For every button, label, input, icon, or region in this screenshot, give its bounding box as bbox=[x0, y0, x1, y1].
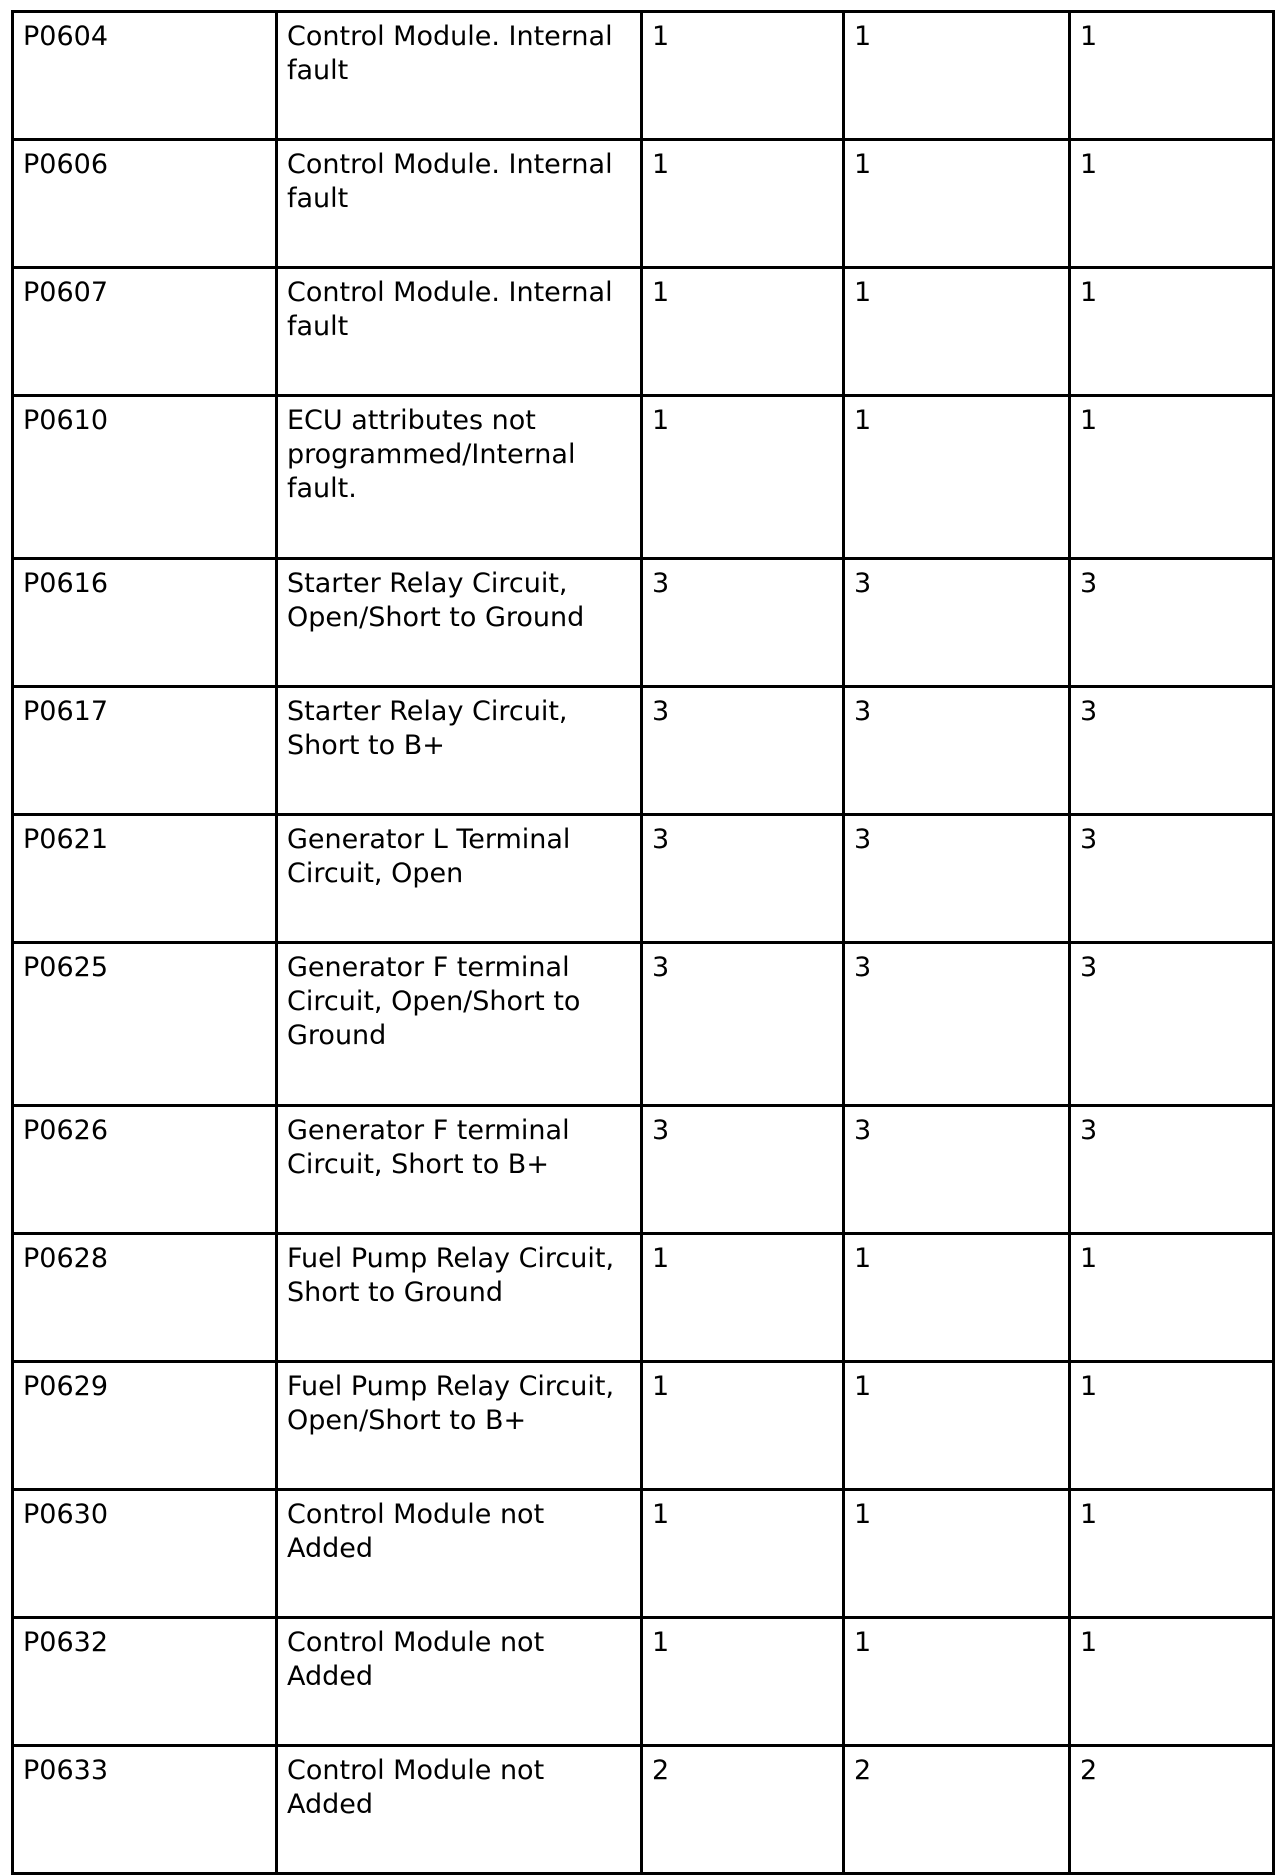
dtc-table-body bbox=[13, 12, 1274, 1874]
value-cell-3: 1 bbox=[1070, 396, 1274, 559]
fault-description-cell: Generator F terminal Circuit, Open/Short to Ground bbox=[277, 943, 642, 1106]
value-cell-3: 1 bbox=[1070, 268, 1274, 396]
value-cell-1: 2 bbox=[642, 1746, 844, 1874]
value-cell-3: 1 bbox=[1070, 1490, 1274, 1618]
fault-code-cell: P0607 bbox=[13, 268, 277, 396]
fault-description-cell: Control Module. Internal fault bbox=[277, 140, 642, 268]
fault-description-cell: Starter Relay Circuit, Open/Short to Ground bbox=[277, 559, 642, 687]
value-cell-3: 3 bbox=[1070, 559, 1274, 687]
fault-description-cell: Control Module not Added bbox=[277, 1618, 642, 1746]
fault-description-cell: Control Module not Added bbox=[277, 1490, 642, 1618]
fault-code-cell: P0616 bbox=[13, 559, 277, 687]
fault-code-cell: P0625 bbox=[13, 943, 277, 1106]
value-cell-3: 1 bbox=[1070, 1618, 1274, 1746]
table-row bbox=[13, 687, 1274, 815]
value-cell-2: 1 bbox=[844, 1490, 1070, 1618]
fault-code-cell: P0633 bbox=[13, 1746, 277, 1874]
table-row bbox=[13, 559, 1274, 687]
table-row bbox=[13, 268, 1274, 396]
fault-description-cell: Generator L Terminal Circuit, Open bbox=[277, 815, 642, 943]
value-cell-2: 2 bbox=[844, 1746, 1070, 1874]
value-cell-2: 3 bbox=[844, 943, 1070, 1106]
value-cell-2: 3 bbox=[844, 815, 1070, 943]
fault-code-cell: P0604 bbox=[13, 12, 277, 140]
fault-code-cell: P0617 bbox=[13, 687, 277, 815]
value-cell-2: 1 bbox=[844, 396, 1070, 559]
value-cell-3: 3 bbox=[1070, 943, 1274, 1106]
value-cell-2: 1 bbox=[844, 1362, 1070, 1490]
table-row bbox=[13, 1618, 1274, 1746]
value-cell-3: 1 bbox=[1070, 1234, 1274, 1362]
value-cell-1: 3 bbox=[642, 559, 844, 687]
value-cell-3: 3 bbox=[1070, 1106, 1274, 1234]
value-cell-3: 1 bbox=[1070, 140, 1274, 268]
value-cell-1: 1 bbox=[642, 1490, 844, 1618]
value-cell-2: 1 bbox=[844, 140, 1070, 268]
value-cell-2: 1 bbox=[844, 1234, 1070, 1362]
fault-description-cell: Starter Relay Circuit, Short to B+ bbox=[277, 687, 642, 815]
table-row bbox=[13, 1746, 1274, 1874]
fault-code-cell: P0621 bbox=[13, 815, 277, 943]
fault-description-cell: Control Module. Internal fault bbox=[277, 268, 642, 396]
value-cell-2: 1 bbox=[844, 1618, 1070, 1746]
value-cell-3: 2 bbox=[1070, 1746, 1274, 1874]
fault-code-cell: P0606 bbox=[13, 140, 277, 268]
fault-code-cell: P0630 bbox=[13, 1490, 277, 1618]
table-row bbox=[13, 1490, 1274, 1618]
table-row bbox=[13, 1362, 1274, 1490]
value-cell-1: 3 bbox=[642, 815, 844, 943]
value-cell-1: 3 bbox=[642, 943, 844, 1106]
value-cell-2: 3 bbox=[844, 559, 1070, 687]
table-row bbox=[13, 140, 1274, 268]
value-cell-1: 1 bbox=[642, 1234, 844, 1362]
value-cell-1: 1 bbox=[642, 140, 844, 268]
value-cell-3: 3 bbox=[1070, 815, 1274, 943]
value-cell-2: 1 bbox=[844, 12, 1070, 140]
dtc-table bbox=[11, 10, 1275, 1875]
value-cell-2: 1 bbox=[844, 268, 1070, 396]
fault-description-cell: Fuel Pump Relay Circuit, Open/Short to B+ bbox=[277, 1362, 642, 1490]
fault-description-cell: Fuel Pump Relay Circuit, Short to Ground bbox=[277, 1234, 642, 1362]
value-cell-1: 1 bbox=[642, 1362, 844, 1490]
table-row bbox=[13, 815, 1274, 943]
value-cell-1: 3 bbox=[642, 1106, 844, 1234]
value-cell-3: 1 bbox=[1070, 1362, 1274, 1490]
fault-code-cell: P0632 bbox=[13, 1618, 277, 1746]
fault-code-cell: P0629 bbox=[13, 1362, 277, 1490]
value-cell-2: 3 bbox=[844, 687, 1070, 815]
table-row bbox=[13, 943, 1274, 1106]
fault-description-cell: ECU attributes not programmed/Internal fault. bbox=[277, 396, 642, 559]
value-cell-3: 3 bbox=[1070, 687, 1274, 815]
fault-description-cell: Control Module not Added bbox=[277, 1746, 642, 1874]
table-row bbox=[13, 396, 1274, 559]
value-cell-1: 1 bbox=[642, 396, 844, 559]
value-cell-1: 1 bbox=[642, 268, 844, 396]
table-row bbox=[13, 12, 1274, 140]
table-row bbox=[13, 1106, 1274, 1234]
value-cell-2: 3 bbox=[844, 1106, 1070, 1234]
table-row bbox=[13, 1234, 1274, 1362]
fault-description-cell: Generator F terminal Circuit, Short to B+ bbox=[277, 1106, 642, 1234]
value-cell-3: 1 bbox=[1070, 12, 1274, 140]
value-cell-1: 1 bbox=[642, 12, 844, 140]
fault-code-cell: P0626 bbox=[13, 1106, 277, 1234]
fault-code-cell: P0610 bbox=[13, 396, 277, 559]
fault-description-cell: Control Module. Internal fault bbox=[277, 12, 642, 140]
value-cell-1: 3 bbox=[642, 687, 844, 815]
fault-code-cell: P0628 bbox=[13, 1234, 277, 1362]
value-cell-1: 1 bbox=[642, 1618, 844, 1746]
